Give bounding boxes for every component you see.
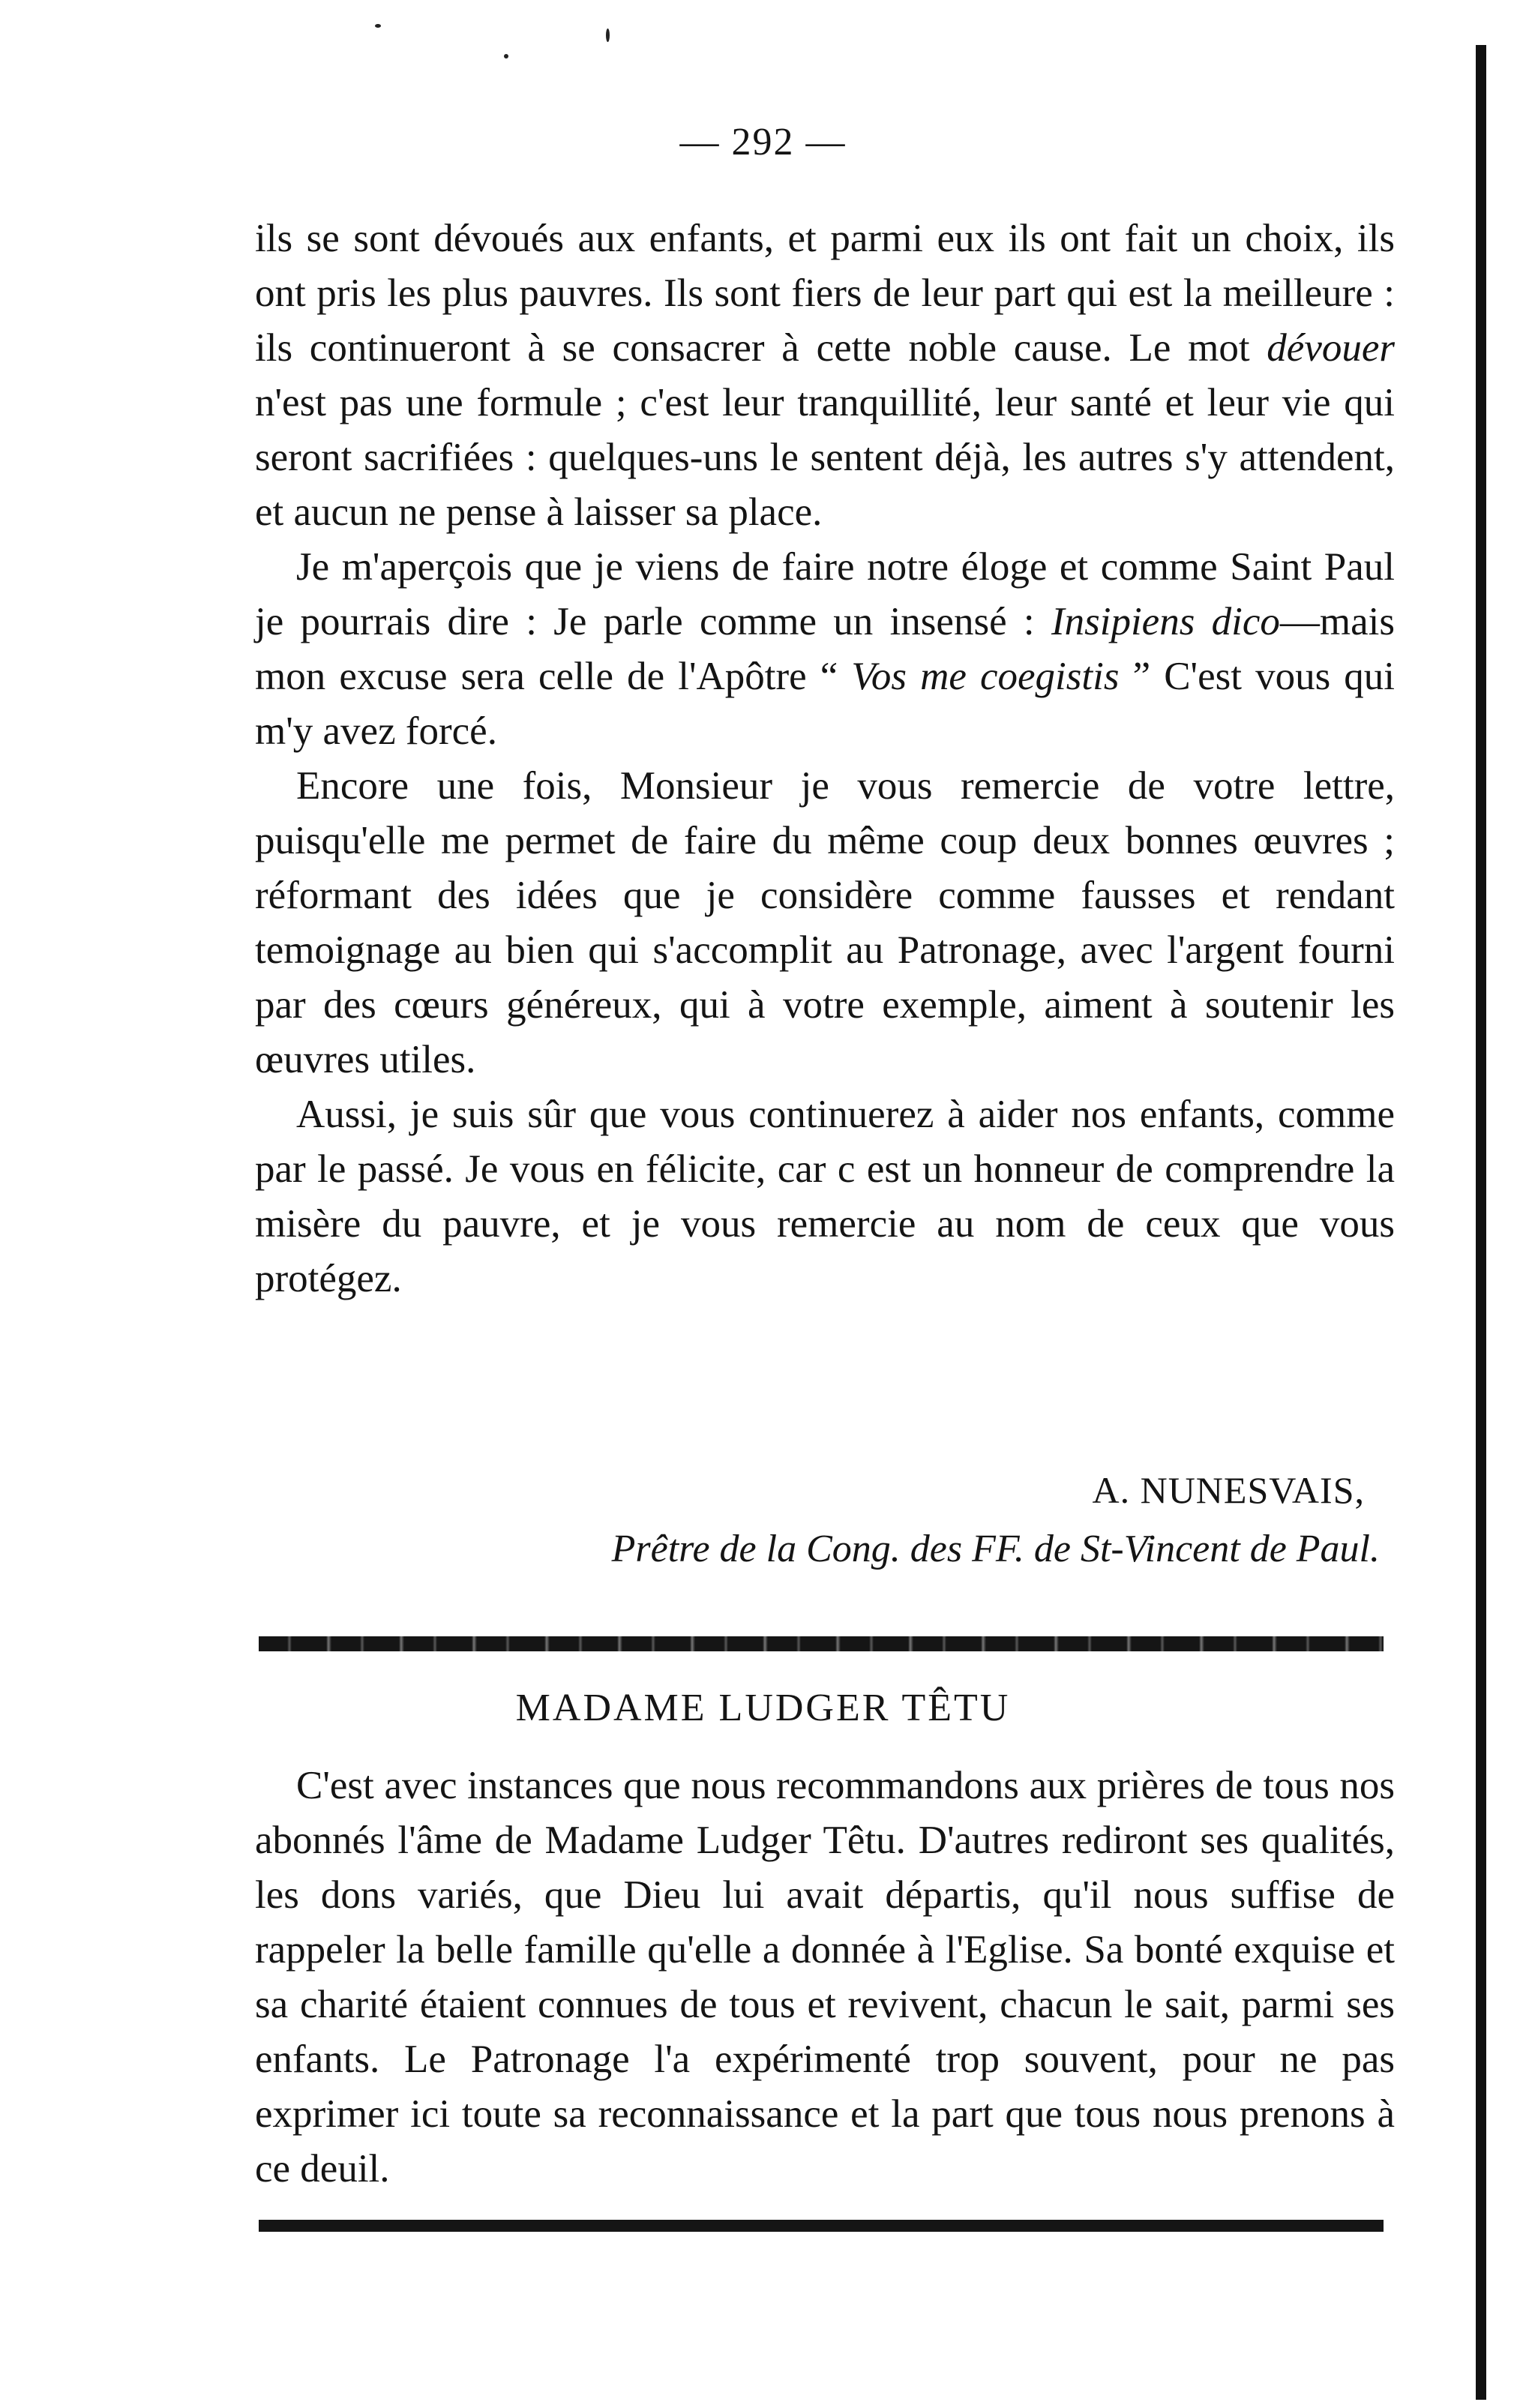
paragraph-text: —mais mon excuse sera celle de l'Apôtre “	[255, 600, 1395, 698]
latin-quote: Vos me coegistis	[851, 655, 1120, 698]
end-rule	[259, 2220, 1384, 2232]
scan-speck	[504, 54, 508, 58]
paragraph-text: Aussi, je suis sûr que vous continuerez à aider nos enfants, comme par le passé. Je vous en félicite, car c est un honneur de comprendre la misère du pauvre, et je vous remercie au nom de ceux que vous protégez.	[255, 1093, 1395, 1300]
section-heading: MADAME LUDGER TÊTU	[515, 1687, 1011, 1729]
paragraph-text: Encore une fois, Monsieur je vous remercie de votre lettre, puisqu'elle me permet de faire du même coup deux bonnes œuvres ; réformant des idées que je considère comme fausses et rendant temoignage au bien qui s'accomplit au Patronage, avec l'argent fourni par des cœurs généreux, qui à votre exemple, aiment à soutenir les œuvres utiles.	[255, 764, 1395, 1081]
scan-page-edge	[1476, 45, 1486, 2400]
scan-speck	[606, 28, 610, 42]
latin-quote: Insipiens dico	[1051, 600, 1280, 643]
page-number: — 292 —	[679, 121, 847, 163]
letter-paragraph	[255, 540, 1395, 759]
paragraph-text: Je m'aperçois que je viens de faire notre éloge et comme Saint Paul je pourrais dire : Je parle comme un insensé :	[255, 545, 1395, 643]
obituary-paragraph: C'est avec instances que nous recommandons aux prières de tous nos abonnés l'âme de Madame Ludger Têtu. D'autres rediront ses qualités, les dons variés, que Dieu lui avait départis, qu'il nous suffise de rappeler la belle famille qu'elle a donnée à l'Eglise. Sa bonté exquise et sa charité étaient connues de tous et revivent, chacun le sait, parmi ses enfants. Le Patronage l'a expérimenté trop souvent, pour ne pas exprimer ici toute sa reconnaissance et la part que tous nous prenons à ce deuil.	[255, 1764, 1395, 2191]
signature-name: A. NUNESVAIS,	[1092, 1469, 1365, 1511]
letter-paragraph	[255, 759, 1395, 1087]
section-divider	[259, 1636, 1384, 1651]
obituary-body	[255, 1759, 1395, 2197]
letter-paragraph	[255, 211, 1395, 540]
letter-body	[255, 211, 1395, 1306]
paragraph-text: ” C'est vous qui m'y avez forcé.	[255, 655, 1396, 753]
paragraph-text: ils se sont dévoués aux enfants, et parmi eux ils ont fait un choix, ils ont pris les plus pauvres. Ils sont fiers de leur part qui est la meilleure : ils continueront à se consacrer à cette noble cause. Le mot	[255, 217, 1395, 370]
emphasized-word: dévouer	[1267, 326, 1395, 370]
scan-speck	[375, 24, 381, 28]
paragraph-text: n'est pas une formule ; c'est leur tranquillité, leur santé et leur vie qui seront sacrifiées : quelques-uns le sentent déjà, les autres s'y attendent, et aucun ne pense à laisser sa place.	[255, 381, 1395, 534]
letter-paragraph	[255, 1087, 1395, 1306]
signature-title: Prêtre de la Cong. des FF. de St-Vincent de Paul.	[611, 1528, 1380, 1570]
